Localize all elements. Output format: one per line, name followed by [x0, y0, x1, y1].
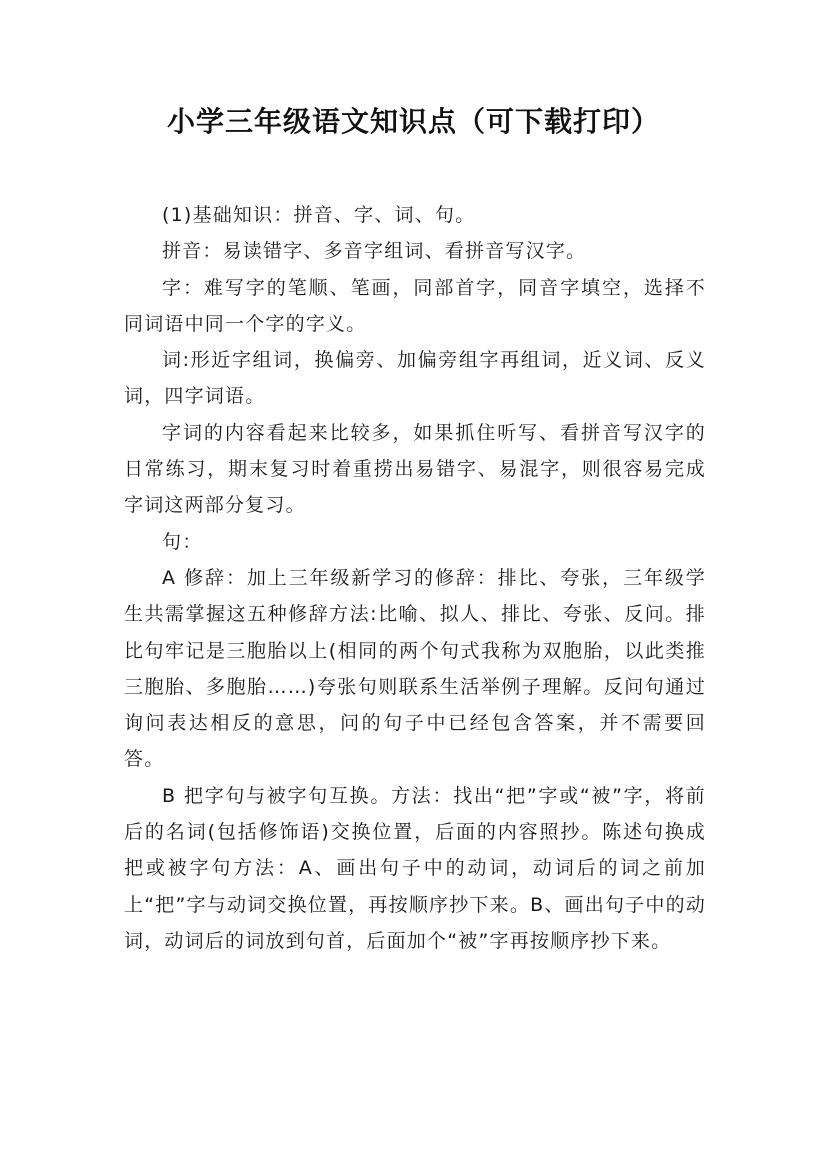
document-title: 小学三年级语文知识点（可下载打印） — [166, 105, 660, 138]
paragraph-characters: 字：难写字的笔顺、笔画，同部首字，同音字填空，选择不同词语中同一个字的字义。 — [124, 276, 706, 335]
paragraph-words: 词:形近字组词，换偏旁、加偏旁组字再组词，近义词、反义词，四字词语。 — [124, 349, 706, 408]
document-body — [124, 197, 706, 959]
paragraph-ba-bei-sentences: B 把字句与被字句互换。方法：找出“把”字或“被”字，将前后的名词(包括修饰语)交换位置，后面的内容照抄。陈述句换成把或被字句方法：A、画出句子中的动词，动词后的词之前加上“把”字与动词交换位置，再按顺序抄下来。B、画出句子中的动词，动词后的词放到句首，后面加个“被”字再按顺序抄下来。 — [124, 784, 706, 952]
paragraph-pinyin: 拼音：易读错字、多音字组词、看拼音写汉字。 — [162, 240, 587, 263]
paragraph-basic-knowledge: (1)基础知识：拼音、字、词、句。 — [162, 204, 476, 226]
paragraph-sentences: 句： — [162, 530, 203, 553]
paragraph-rhetoric: A 修辞：加上三年级新学习的修辞：排比、夸张，三年级学生共需掌握这五种修辞方法:比喻、拟人、排比、夸张、反问。排比句牢记是三胞胎以上(相同的两个句式我称为双胞胎，以此类推三胞胎、多胞胎……)夸张句则联系生活举例子理解。反问句通过询问表达相反的意思，问的句子中已经包含答案，并不需要回答。 — [124, 566, 706, 771]
paragraph-word-review: 字词的内容看起来比较多，如果抓住听写、看拼音写汉字的日常练习，期末复习时着重捞出易错字、易混字，则很容易完成字词这两部分复习。 — [124, 421, 706, 517]
